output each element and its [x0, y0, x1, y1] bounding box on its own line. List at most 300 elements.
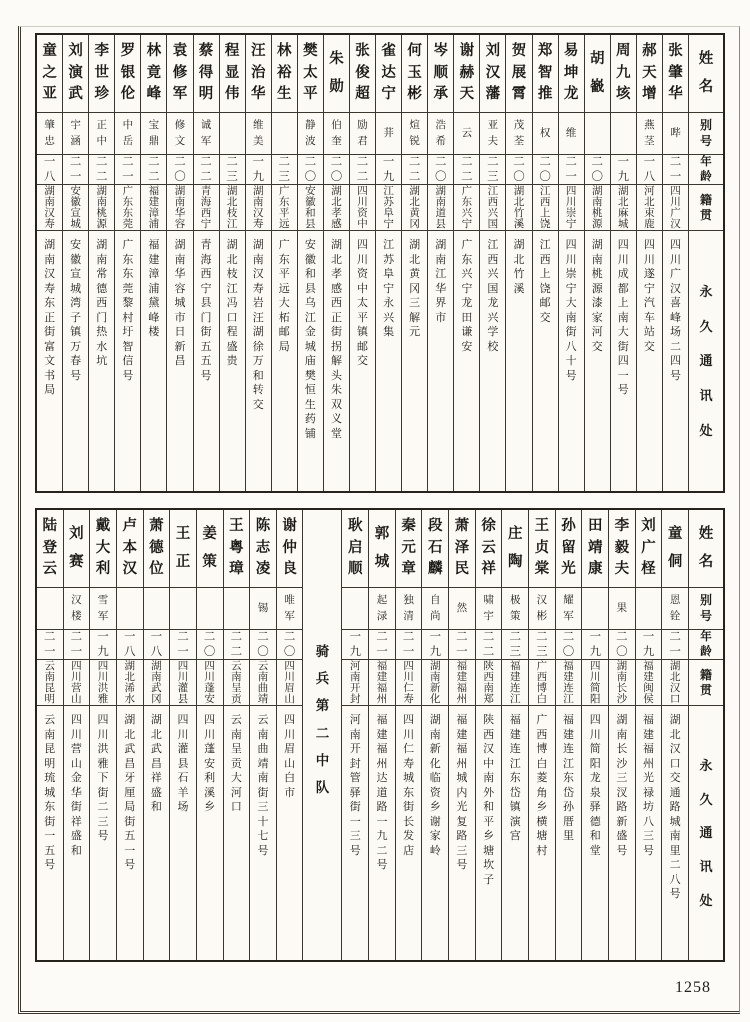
person-alias: 荓 [376, 113, 401, 155]
person-native: 云 南 昆 明 [37, 660, 63, 706]
person-column [608, 510, 635, 960]
person-name: 贺 展 霄 [506, 35, 531, 113]
person-address: 广 东 平 远 大 柘 邮 局 [278, 239, 290, 353]
person-alias: 燕 茎 [637, 113, 662, 155]
person-native: 河 北 束 鹿 [637, 185, 662, 231]
person-name: 胡 巀 [585, 35, 610, 113]
person-native: 湖 北 黄 冈 [402, 185, 427, 231]
person-native: 湖 北 麻 城 [611, 185, 636, 231]
person-alias: 果 [609, 588, 635, 630]
person-name: 刘 演 武 [63, 35, 88, 113]
person-native: 四 川 洪 雅 [90, 660, 116, 706]
person-column [401, 35, 427, 491]
header-address: 永 久 通 讯 处 [699, 757, 713, 909]
person-address: 四 川 简 阳 龙 泉 驿 德 和 堂 [589, 714, 601, 857]
person-alias: 独 清 [396, 588, 422, 630]
person-address: 湖 南 桃 源 漆 家 河 交 [591, 239, 603, 353]
person-column [475, 510, 502, 960]
person-alias: 哔 [663, 113, 688, 155]
person-address: 江 苏 阜 宁 永 兴 集 [383, 239, 395, 339]
person-native: 四 川 眉 山 [277, 660, 303, 706]
person-age: 二 一 [37, 630, 63, 660]
person-name: 耿 启 顺 [342, 510, 368, 588]
person-column [661, 510, 688, 960]
person-name: 孙 留 光 [556, 510, 582, 588]
person-address: 湖 北 竹 溪 [513, 239, 525, 295]
roster-table-top [35, 33, 725, 493]
person-column [223, 510, 250, 960]
person-name: 郝 天 增 [637, 35, 662, 113]
person-alias: 修 文 [167, 113, 192, 155]
page-number: 1258 [675, 979, 711, 996]
person-native: 福 建 闽 侯 [636, 660, 662, 706]
person-alias [224, 588, 250, 630]
person-address: 湖 北 孝 感 西 正 街 拐 解 头 朱 双 义 堂 [330, 239, 342, 440]
person-age: 二 〇 [609, 630, 635, 660]
person-native: 陕 西 南 郑 [476, 660, 502, 706]
person-address: 湖 南 汉 寿 岩 汪 湖 徐 万 和 转 交 [252, 239, 264, 411]
person-column [323, 35, 349, 491]
person-alias: 云 [454, 113, 479, 155]
person-age: 二 三 [272, 155, 297, 185]
person-address: 四 川 广 汉 喜 峰 场 二 四 号 [669, 239, 681, 382]
person-address: 江 西 兴 国 龙 兴 学 校 [487, 239, 499, 353]
person-age: 二 〇 [533, 155, 558, 185]
person-alias [342, 588, 368, 630]
person-age: 一 九 [611, 155, 636, 185]
person-alias: 权 [533, 113, 558, 155]
person-alias: 诚 军 [194, 113, 219, 155]
person-name: 萧 德 位 [144, 510, 170, 588]
person-age: 二 一 [396, 630, 422, 660]
person-age: 二 二 [141, 155, 166, 185]
person-address: 湖 南 汉 寿 东 正 街 富 文 书 局 [44, 239, 56, 397]
person-alias: 维 美 [246, 113, 271, 155]
person-native: 云 南 曲 靖 [250, 660, 276, 706]
person-native: 福 建 福 州 [449, 660, 475, 706]
person-age: 二 三 [220, 155, 245, 185]
person-age: 二 二 [194, 155, 219, 185]
person-column [349, 35, 375, 491]
person-address: 湖 南 长 沙 三 汊 路 新 盛 号 [616, 714, 628, 857]
person-alias: 中 岳 [115, 113, 140, 155]
person-address: 安 徽 和 县 乌 江 金 城 庙 樊 恒 生 药 铺 [304, 239, 316, 440]
person-age: 二 二 [89, 155, 114, 185]
person-address: 福 建 福 州 达 道 路 一 九 二 号 [376, 714, 388, 872]
person-alias [170, 588, 196, 630]
header-alias: 别 号 [689, 588, 723, 630]
person-alias [585, 113, 610, 155]
person-name: 汪 治 华 [246, 35, 271, 113]
person-address: 湖 南 江 华 界 市 [435, 239, 447, 324]
person-age: 二 二 [476, 630, 502, 660]
person-column [368, 510, 395, 960]
person-column [166, 35, 192, 491]
person-native: 湖 北 竹 溪 [506, 185, 531, 231]
person-name: 林 裕 生 [272, 35, 297, 113]
person-native: 江 西 兴 国 [480, 185, 505, 231]
person-native: 福 建 连 江 [502, 660, 528, 706]
person-alias: 亚 夫 [480, 113, 505, 155]
person-age: 二 三 [529, 630, 555, 660]
person-native: 云 南 呈 贡 [224, 660, 250, 706]
person-name: 周 九 垓 [611, 35, 636, 113]
person-age: 二 二 [402, 155, 427, 185]
person-address: 云 南 曲 靖 南 街 三 十 七 号 [257, 714, 269, 857]
person-address: 福 建 连 江 东 岱 孙 厝 里 [563, 714, 575, 843]
person-native: 湖 南 桃 源 [89, 185, 114, 231]
person-column [395, 510, 422, 960]
person-address: 安 徽 宣 城 湾 子 镇 万 春 号 [70, 239, 82, 382]
person-address: 四 川 资 中 太 平 镇 邮 交 [357, 239, 369, 368]
header-native: 籍 贯 [689, 660, 723, 706]
person-native: 广 西 博 白 [529, 660, 555, 706]
person-age: 二 〇 [250, 630, 276, 660]
header-alias: 别 号 [689, 113, 723, 155]
person-alias: 汉 楼 [64, 588, 90, 630]
person-alias: 雪 军 [90, 588, 116, 630]
person-column [610, 35, 636, 491]
person-address: 四 川 崇 宁 大 南 街 八 十 号 [565, 239, 577, 382]
person-column [505, 35, 531, 491]
person-native: 福 建 漳 浦 [141, 185, 166, 231]
person-address: 湖 南 常 德 西 门 热 水 坑 [96, 239, 108, 368]
person-column [479, 35, 505, 491]
person-native: 湖 北 孝 感 [324, 185, 349, 231]
person-name: 陆 登 云 [37, 510, 63, 588]
person-column [169, 510, 196, 960]
person-column [89, 510, 116, 960]
person-column [143, 510, 170, 960]
person-native: 湖 北 汉 口 [662, 660, 688, 706]
person-native: 湖 南 桃 源 [585, 185, 610, 231]
person-name: 萧 泽 民 [449, 510, 475, 588]
person-native: 青 海 西 宁 [194, 185, 219, 231]
person-age: 二 二 [454, 155, 479, 185]
person-native: 湖 南 华 容 [167, 185, 192, 231]
person-column [528, 510, 555, 960]
person-native: 湖 北 浠 水 [117, 660, 143, 706]
person-address: 湖 北 枝 江 冯 口 程 盛 贵 [226, 239, 238, 368]
person-alias [272, 113, 297, 155]
header-age: 年 龄 [689, 630, 723, 660]
person-address: 湖 北 武 昌 牙 厘 局 街 五 一 号 [124, 714, 136, 872]
person-name: 戴 大 利 [90, 510, 116, 588]
person-name: 王 正 [170, 510, 196, 588]
person-age: 一 九 [422, 630, 448, 660]
person-age: 二 〇 [585, 155, 610, 185]
person-native: 河 南 开 封 [342, 660, 368, 706]
person-name: 刘 汉 藩 [480, 35, 505, 113]
person-column [555, 510, 582, 960]
person-name: 何 玉 彬 [402, 35, 427, 113]
person-age: 一 九 [582, 630, 608, 660]
person-age: 二 〇 [197, 630, 223, 660]
person-address: 福 建 福 州 城 内 光 复 路 三 号 [456, 714, 468, 872]
person-column [276, 510, 303, 960]
person-name: 樊 太 平 [298, 35, 323, 113]
unit-divider [302, 510, 341, 960]
person-name: 张 俊 超 [350, 35, 375, 113]
person-native: 安 徽 宣 城 [63, 185, 88, 231]
person-address: 陕 西 汉 中 南 外 和 平 乡 塘 坎 子 [483, 714, 495, 886]
person-name: 袁 修 军 [167, 35, 192, 113]
person-address: 云 南 呈 贡 大 河 口 [230, 714, 242, 814]
person-alias: 锡 [250, 588, 276, 630]
person-age: 一 八 [37, 155, 62, 185]
person-name: 郭 城 [369, 510, 395, 588]
person-native: 湖 南 长 沙 [609, 660, 635, 706]
person-alias: 浩 希 [428, 113, 453, 155]
header-name: 姓 名 [689, 510, 723, 588]
person-column [532, 35, 558, 491]
person-column [62, 35, 88, 491]
person-address: 湖 北 黄 冈 三 解 元 [409, 239, 421, 339]
person-alias: 唯 军 [277, 588, 303, 630]
person-address: 四 川 营 山 金 华 街 祥 盛 和 [70, 714, 82, 857]
header-column [688, 35, 723, 491]
person-alias [636, 588, 662, 630]
person-native: 湖 北 枝 江 [220, 185, 245, 231]
person-column [114, 35, 140, 491]
person-address: 福 建 漳 浦 黛 峰 楼 [148, 239, 160, 339]
person-address: 湖 北 武 昌 祥 盛 和 [150, 714, 162, 814]
person-name: 李 毅 夫 [609, 510, 635, 588]
person-name: 蔡 得 明 [194, 35, 219, 113]
person-alias [37, 588, 63, 630]
person-age: 一 九 [636, 630, 662, 660]
person-alias: 茂 荃 [506, 113, 531, 155]
person-alias: 肇 忠 [37, 113, 62, 155]
person-age: 一 八 [637, 155, 662, 185]
person-age: 二 〇 [324, 155, 349, 185]
person-address: 广 东 东 莞 黎 村 圩 智 信 号 [122, 239, 134, 382]
person-native: 四 川 灌 县 [170, 660, 196, 706]
person-name: 程 显 伟 [220, 35, 245, 113]
person-column [271, 35, 297, 491]
person-native: 广 东 东 莞 [115, 185, 140, 231]
person-address: 青 海 西 宁 县 门 街 五 五 号 [200, 239, 212, 382]
person-column [140, 35, 166, 491]
person-alias [582, 588, 608, 630]
person-column [375, 35, 401, 491]
person-age: 二 一 [115, 155, 140, 185]
person-alias: 励 君 [350, 113, 375, 155]
person-address: 四 川 蓬 安 利 溪 乡 [204, 714, 216, 814]
person-name: 段 石 麟 [422, 510, 448, 588]
person-address: 湖 南 华 容 城 市 日 新 昌 [174, 239, 186, 368]
person-age: 二 一 [663, 155, 688, 185]
person-age: 二 〇 [167, 155, 192, 185]
person-native: 湖 南 道 县 [428, 185, 453, 231]
person-alias: 正 中 [89, 113, 114, 155]
person-age: 二 〇 [428, 155, 453, 185]
person-address: 福 建 福 州 光 禄 坊 八 三 号 [643, 714, 655, 857]
person-age: 二 一 [170, 630, 196, 660]
person-column [584, 35, 610, 491]
person-column [193, 35, 219, 491]
person-column [297, 35, 323, 491]
person-column [37, 510, 63, 960]
person-name: 谢 仲 良 [277, 510, 303, 588]
person-alias: 维 [559, 113, 584, 155]
person-alias: 煊 锐 [402, 113, 427, 155]
person-native: 四 川 蓬 安 [197, 660, 223, 706]
person-name: 岑 顺 承 [428, 35, 453, 113]
header-age: 年 龄 [689, 155, 723, 185]
header-name: 姓 名 [689, 35, 723, 113]
person-column [501, 510, 528, 960]
person-name: 卢 本 汉 [117, 510, 143, 588]
person-native: 安 徽 和 县 [298, 185, 323, 231]
person-column [635, 510, 662, 960]
person-native: 福 建 福 州 [369, 660, 395, 706]
person-column [196, 510, 223, 960]
person-alias: 恩 铨 [662, 588, 688, 630]
person-age: 一 九 [90, 630, 116, 660]
person-address: 湖 南 新 化 临 资 乡 谢 家 岭 [429, 714, 441, 857]
person-native: 江 西 上 饶 [533, 185, 558, 231]
person-name: 王 粤 璋 [224, 510, 250, 588]
person-native: 湖 南 新 化 [422, 660, 448, 706]
person-native: 湖 南 汉 寿 [246, 185, 271, 231]
person-address: 福 建 连 江 东 岱 镇 演 宫 [509, 714, 521, 843]
person-name: 谢 赫 天 [454, 35, 479, 113]
person-alias [197, 588, 223, 630]
person-column [63, 510, 90, 960]
person-native: 四 川 仁 寿 [396, 660, 422, 706]
person-name: 朱 勋 [324, 35, 349, 113]
person-alias [117, 588, 143, 630]
person-alias: 耀 军 [556, 588, 582, 630]
header-address: 永 久 通 讯 处 [699, 283, 713, 439]
person-name: 秦 元 章 [396, 510, 422, 588]
person-age: 二 一 [559, 155, 584, 185]
person-column [249, 510, 276, 960]
person-column [88, 35, 114, 491]
person-address: 河 南 开 封 管 驿 街 一 三 号 [349, 714, 361, 857]
person-native: 福 建 连 江 [556, 660, 582, 706]
person-age: 一 九 [342, 630, 368, 660]
person-age: 二 一 [449, 630, 475, 660]
person-name: 田 靖 康 [582, 510, 608, 588]
person-age: 一 九 [246, 155, 271, 185]
person-age: 二 二 [350, 155, 375, 185]
person-native: 四 川 资 中 [350, 185, 375, 231]
person-age: 二 三 [502, 630, 528, 660]
person-address: 四 川 洪 雅 下 街 二 三 号 [97, 714, 109, 843]
person-name: 陈 志 凌 [250, 510, 276, 588]
person-column [662, 35, 688, 491]
person-name: 王 贞 棠 [529, 510, 555, 588]
person-alias: 宇 涵 [63, 113, 88, 155]
person-name: 童 之 亚 [37, 35, 62, 113]
person-column [245, 35, 271, 491]
person-address: 四 川 遂 宁 汽 车 站 交 [643, 239, 655, 353]
person-native: 广 东 平 远 [272, 185, 297, 231]
person-name: 庄 陶 [502, 510, 528, 588]
person-native: 江 苏 阜 宁 [376, 185, 401, 231]
person-address: 江 西 上 饶 邮 交 [539, 239, 551, 324]
person-name: 李 世 珍 [89, 35, 114, 113]
person-alias: 静 波 [298, 113, 323, 155]
person-native: 四 川 崇 宁 [559, 185, 584, 231]
person-column [636, 35, 662, 491]
header-column [688, 510, 723, 960]
person-alias: 极 策 [502, 588, 528, 630]
page-frame [18, 26, 740, 1014]
person-name: 徐 云 祥 [476, 510, 502, 588]
person-alias: 然 [449, 588, 475, 630]
person-age: 一 八 [117, 630, 143, 660]
person-name: 林 竟 峰 [141, 35, 166, 113]
person-name: 易 坤 龙 [559, 35, 584, 113]
person-native: 四 川 营 山 [64, 660, 90, 706]
person-address: 四 川 眉 山 白 市 [284, 714, 296, 799]
person-age: 二 一 [662, 630, 688, 660]
person-address: 湖 北 汉 口 交 通 路 城 南 里 二 八 号 [669, 714, 681, 901]
person-address: 四 川 仁 寿 城 东 街 长 发 店 [403, 714, 415, 857]
person-address: 云 南 昆 明 琉 城 东 街 一 五 号 [44, 714, 56, 872]
person-alias [611, 113, 636, 155]
roster-table-bottom [35, 508, 725, 962]
person-age: 二 〇 [298, 155, 323, 185]
person-age: 二 一 [63, 155, 88, 185]
person-alias [144, 588, 170, 630]
person-alias: 起 渌 [369, 588, 395, 630]
person-name: 童 侗 [662, 510, 688, 588]
person-column [448, 510, 475, 960]
person-name: 刘 赛 [64, 510, 90, 588]
person-alias: 宝 鼎 [141, 113, 166, 155]
person-name: 姜 策 [197, 510, 223, 588]
person-name: 罗 银 伦 [115, 35, 140, 113]
person-age: 二 〇 [277, 630, 303, 660]
person-column [427, 35, 453, 491]
person-address: 广 东 兴 宁 龙 田 谦 安 [461, 239, 473, 353]
person-age: 二 二 [224, 630, 250, 660]
person-column [37, 35, 62, 491]
header-native: 籍 贯 [689, 185, 723, 231]
person-age: 一 九 [376, 155, 401, 185]
person-name: 刘 广 柽 [636, 510, 662, 588]
person-alias [220, 113, 245, 155]
person-age: 二 一 [369, 630, 395, 660]
person-native: 湖 南 武 冈 [144, 660, 170, 706]
person-native: 四 川 广 汉 [663, 185, 688, 231]
unit-divider-label: 骑 兵 第 二 中 队 [315, 644, 330, 795]
person-native: 四 川 简 阳 [582, 660, 608, 706]
person-name: 郑 智 推 [533, 35, 558, 113]
person-name: 雀 达 宁 [376, 35, 401, 113]
person-address: 四 川 灌 县 石 羊 场 [177, 714, 189, 814]
person-native: 湖 南 汉 寿 [37, 185, 62, 231]
person-age: 二 一 [64, 630, 90, 660]
person-alias: 伯 奎 [324, 113, 349, 155]
person-name: 张 肇 华 [663, 35, 688, 113]
person-column [219, 35, 245, 491]
person-age: 二 〇 [506, 155, 531, 185]
person-column [558, 35, 584, 491]
person-alias: 汉 彬 [529, 588, 555, 630]
person-native: 广 东 兴 宁 [454, 185, 479, 231]
person-alias: 啸 宇 [476, 588, 502, 630]
person-column [341, 510, 368, 960]
person-address: 四 川 成 都 上 南 大 街 四 一 号 [617, 239, 629, 397]
person-column [116, 510, 143, 960]
person-column [421, 510, 448, 960]
person-column [453, 35, 479, 491]
